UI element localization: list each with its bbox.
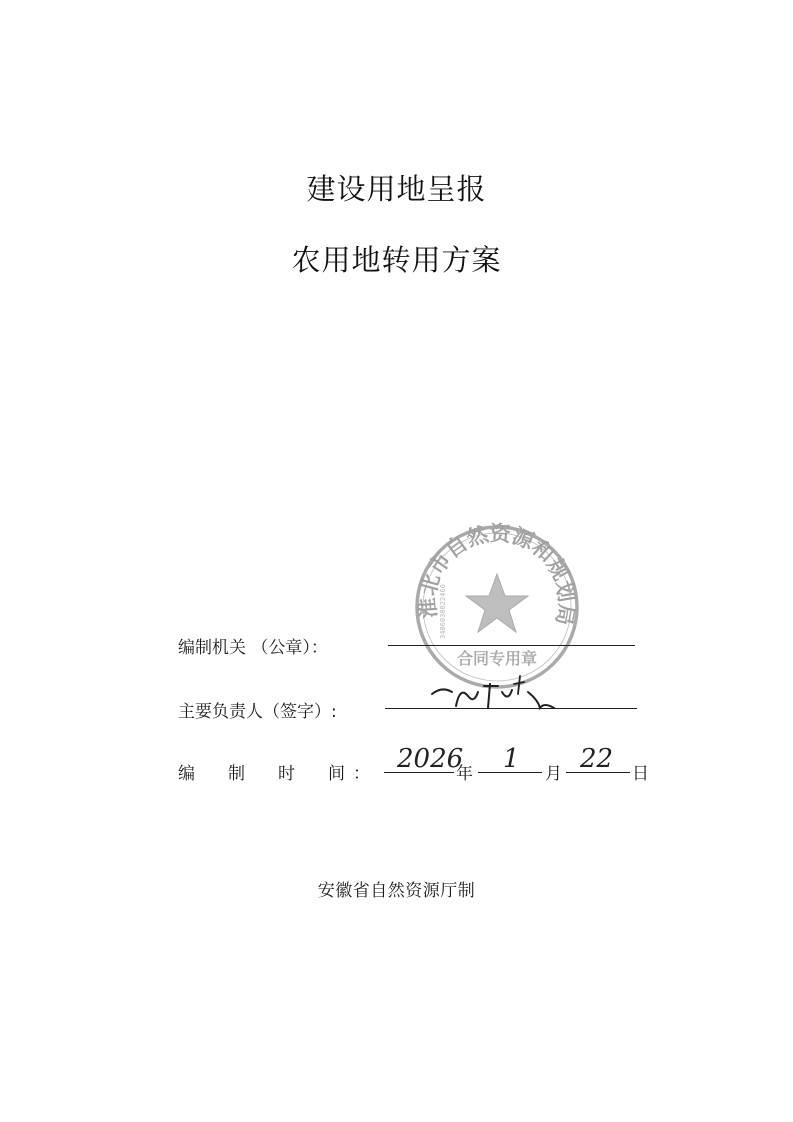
issuing-authority-footer: 安徽省自然资源厅制: [317, 881, 476, 901]
date-label: 编 制 时 间：: [178, 764, 378, 784]
date-day-handwritten: 22: [580, 744, 614, 774]
date-month-suffix: 月: [545, 764, 562, 784]
document-title-line2: 农用地转用方案: [291, 243, 502, 277]
date-month-handwritten: 1: [503, 744, 520, 774]
svg-text:合同专用章: 合同专用章: [456, 649, 538, 668]
compiler-label: 编制机关 （公章）：: [178, 638, 328, 658]
document-title-line1: 建设用地呈报: [306, 172, 487, 206]
official-seal-stamp: [412, 522, 582, 692]
svg-text:淮北市自然资源和规划局: 淮北市自然资源和规划局: [415, 522, 579, 628]
compiler-underline: [388, 645, 635, 646]
handwritten-signature: [428, 672, 558, 716]
date-day-suffix: 日: [632, 764, 649, 784]
date-year-handwritten: 2026: [397, 744, 464, 774]
date-day-underline: [566, 772, 630, 773]
responsible-label: 主要负责人（签字）:: [178, 702, 337, 722]
date-month-underline: [478, 772, 542, 773]
svg-text:3406030022466: 3406030022466: [439, 584, 447, 639]
date-year-suffix: 年: [456, 764, 473, 784]
date-year-underline: [384, 772, 454, 773]
